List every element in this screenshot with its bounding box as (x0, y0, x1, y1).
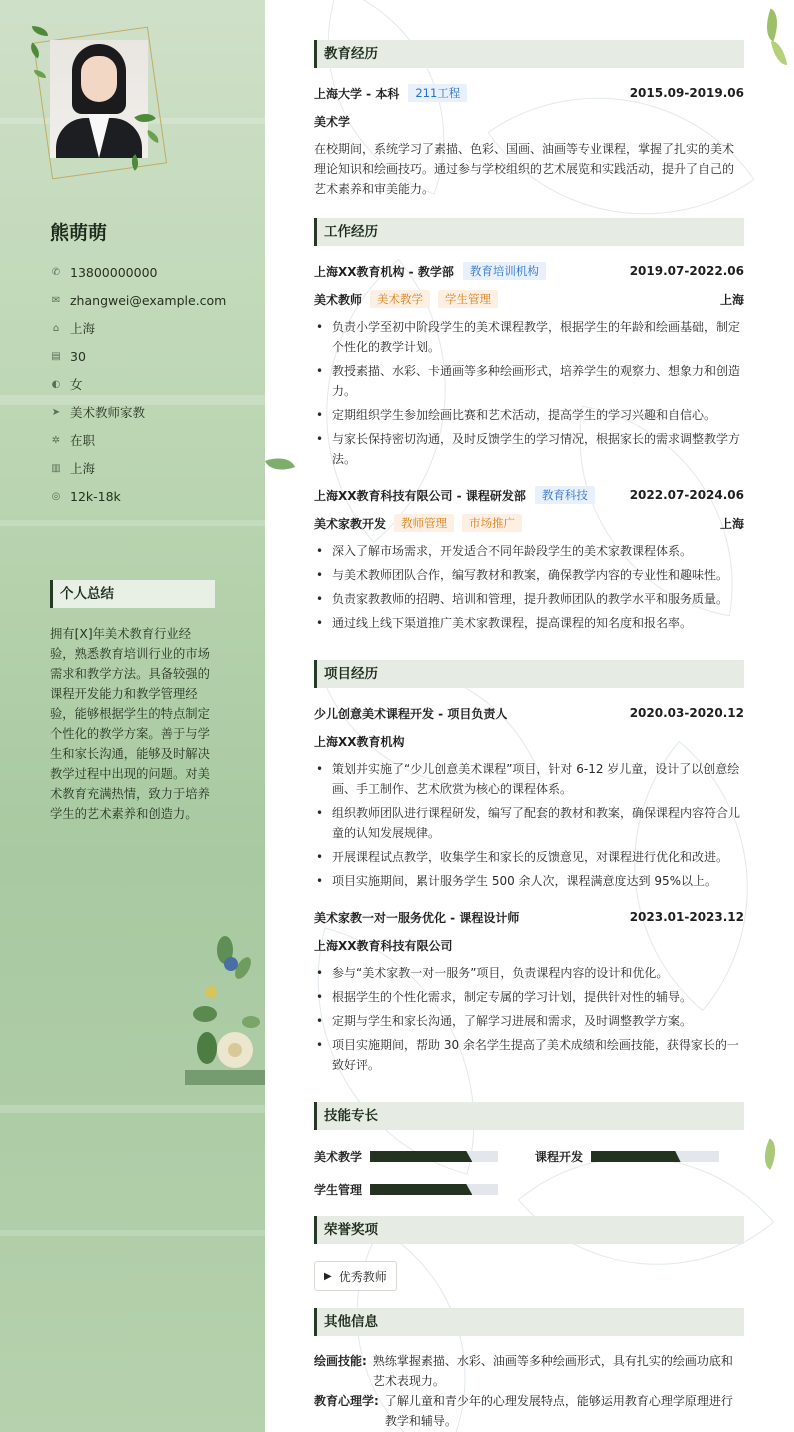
list-item: • 与家长保持密切沟通，及时反馈学生的学习情况，根据家长的需求调整教学方法。 (314, 429, 742, 469)
work-1-role: 美术教师 (314, 292, 363, 307)
send-icon: ➤ (51, 406, 61, 418)
work-title: 工作经历 (314, 218, 744, 246)
work-1-bullets (314, 317, 742, 473)
cake-icon: ▤ (51, 350, 61, 362)
project-1-org: 上海XX教育机构 (314, 734, 405, 749)
location-value: 上海 (70, 321, 96, 336)
honors-title: 荣誉奖项 (314, 1216, 744, 1244)
project-2-org-row (314, 935, 744, 955)
skill-bar (591, 1151, 719, 1162)
work-1-date: 2019.07-2022.06 (629, 264, 744, 278)
education-date: 2015.09-2019.06 (629, 86, 744, 100)
education-title: 教育经历 (314, 40, 744, 68)
job-target-value: 美术教师家教 (70, 405, 146, 420)
age-row (50, 342, 226, 370)
phone-value: 13800000000 (70, 264, 158, 280)
work-city-value: 上海 (70, 461, 96, 476)
skill-bar (370, 1151, 498, 1162)
location-row (50, 314, 226, 342)
other-item (314, 1391, 744, 1431)
project-1-bullets (314, 759, 742, 895)
project-2-header (314, 907, 744, 927)
list-item: • 组织教师团队进行课程研发，编写了配套的教材和教案，确保课程内容符合儿童的认知发展规律。 (314, 803, 742, 843)
contact-info (50, 258, 226, 510)
award-label: 优秀教师 (338, 1269, 387, 1284)
education-header (314, 83, 744, 103)
projects-title: 项目经历 (314, 660, 744, 688)
list-item: • 定期组织学生参加绘画比赛和艺术活动，提高学生的学习兴趣和自信心。 (314, 405, 742, 425)
email-value: zhangwei@example.com (70, 292, 227, 308)
salary-value: 12k-18k (70, 488, 121, 504)
other-label: 绘画技能: (314, 1354, 367, 1368)
project-2-date: 2023.01-2023.12 (629, 910, 744, 924)
status-value: 在职 (70, 433, 96, 448)
list-item: • 策划并实施了“少儿创意美术课程”项目，针对 6-12 岁儿童，设计了以创意绘画、手工制作、艺术欣赏为核心的课程体系。 (314, 759, 742, 799)
skill-bar-fill (370, 1151, 472, 1162)
candidate-name: 熊萌萌 (50, 222, 108, 244)
project-1-header (314, 703, 744, 723)
flower-decoration (185, 930, 265, 1085)
other-text: 熟练掌握素描、水彩、油画等多种绘画形式，具有扎实的绘画功底和艺术表现力。 (372, 1354, 733, 1388)
home-icon: ⌂ (52, 322, 60, 334)
work-2-role: 美术家教开发 (314, 516, 387, 531)
work-2-role-row (314, 513, 744, 533)
list-item: • 教授素描、水彩、卡通画等多种绘画形式，培养学生的观察力、想象力和创造力。 (314, 361, 742, 401)
mail-icon: ✉ (51, 294, 61, 306)
work-2-date: 2022.07-2024.06 (629, 488, 744, 502)
work-2-city: 上海 (719, 516, 744, 531)
salary-row (50, 482, 226, 510)
gender-icon: ◐ (51, 378, 61, 390)
job-target-row (50, 398, 226, 426)
work-2-skill-tag: 教师管理 (394, 514, 454, 532)
skill-name: 课程开发 (535, 1150, 584, 1164)
avatar (50, 40, 148, 158)
skill-bar-fill (591, 1151, 681, 1162)
status-icon: ✲ (51, 434, 61, 446)
list-item: • 定期与学生和家长沟通，了解学习进展和需求，及时调整教学方案。 (314, 1011, 742, 1031)
age-value: 30 (70, 348, 86, 364)
list-item: • 与美术教师团队合作，编写教材和教案，确保教学内容的专业性和趣味性。 (314, 565, 742, 585)
work-1-skill-tag: 学生管理 (438, 290, 498, 308)
list-item: • 负责小学至初中阶段学生的美术课程教学，根据学生的年龄和绘画基础，制定个性化的教学计划。 (314, 317, 742, 357)
gender-value: 女 (70, 377, 83, 392)
education-desc: 在校期间，系统学习了素描、色彩、国画、油画等专业课程，掌握了扎实的美术理论知识和绘画技巧。通过参与学校组织的艺术展览和实践活动，提升了自己的艺术素养和审美能力。 (314, 142, 735, 196)
email-row (50, 286, 226, 314)
other-label: 教育心理学: (314, 1394, 379, 1408)
work-1-company: 上海XX教育机构 - 教学部 (314, 264, 454, 279)
skill-bar-fill (370, 1184, 472, 1195)
work-1-tag: 教育培训机构 (463, 262, 546, 280)
list-item: • 开展课程试点教学，收集学生和家长的反馈意见，对课程进行优化和改进。 (314, 847, 742, 867)
skill-item (314, 1148, 498, 1165)
skills-title: 技能专长 (314, 1102, 744, 1130)
list-item: • 负责家教教师的招聘、培训和管理，提升教师团队的教学水平和服务质量。 (314, 589, 742, 609)
work-2-header (314, 485, 744, 505)
work-1-skill-tag: 美术教学 (370, 290, 430, 308)
list-item: • 项目实施期间，累计服务学生 500 余人次，课程满意度达到 95%以上。 (314, 871, 742, 891)
list-item: • 根据学生的个性化需求，制定专属的学习计划，提供针对性的辅导。 (314, 987, 742, 1007)
sidebar (0, 0, 265, 1432)
project-2-bullets (314, 963, 742, 1079)
skill-name: 学生管理 (314, 1183, 363, 1197)
gender-row (50, 370, 226, 398)
other-item (314, 1351, 744, 1391)
status-row (50, 426, 226, 454)
project-2-name: 美术家教一对一服务优化 - 课程设计师 (314, 910, 520, 925)
project-1-name: 少儿创意美术课程开发 - 项目负责人 (314, 706, 508, 721)
work-1-header (314, 261, 744, 281)
other-text: 了解儿童和青少年的心理发展特点，能够运用教育心理学原理进行教学和辅导。 (384, 1394, 733, 1428)
other-title: 其他信息 (314, 1308, 744, 1336)
skill-item (535, 1148, 719, 1165)
project-1-org-row (314, 731, 744, 751)
work-1-role-row (314, 289, 744, 309)
skill-bar (370, 1184, 498, 1195)
major-name: 美术学 (314, 114, 351, 129)
list-item: • 参与“美术家教一对一服务”项目，负责课程内容的设计和优化。 (314, 963, 742, 983)
award-badge (314, 1261, 397, 1291)
major-row (314, 111, 744, 131)
building-icon: ▥ (51, 462, 61, 474)
list-item: • 通过线上线下渠道推广美术家教课程，提高课程的知名度和报名率。 (314, 613, 742, 633)
work-2-skill-tag: 市场推广 (462, 514, 522, 532)
list-item: • 深入了解市场需求，开发适合不同年龄段学生的美术家教课程体系。 (314, 541, 742, 561)
school-name: 上海大学 - 本科 (314, 86, 400, 101)
phone-icon: ✆ (51, 266, 61, 278)
summary-text: 拥有[X]年美术教育行业经验，熟悉教育培训行业的市场需求和教学方法。具备较强的课程开发能力和教学管理经验，能够根据学生的特点制定个性化的教学方案。善于与学生和家长沟通，能够及时解决教学过程中出现的问题。对美术教育充满热情，致力于培养学生的艺术素养和创造力。 (50, 627, 210, 821)
play-icon: ▶ (324, 1270, 332, 1282)
school-tag: 211工程 (408, 84, 467, 102)
work-2-bullets (314, 541, 742, 637)
project-1-date: 2020.03-2020.12 (629, 706, 744, 720)
work-city-row (50, 454, 226, 482)
work-1-city: 上海 (719, 292, 744, 307)
skill-item (314, 1181, 498, 1198)
phone-row (50, 258, 226, 286)
project-2-org: 上海XX教育科技有限公司 (314, 938, 453, 953)
summary-title: 个人总结 (50, 580, 215, 608)
skill-name: 美术教学 (314, 1150, 363, 1164)
work-2-tag: 教育科技 (535, 486, 595, 504)
work-2-company: 上海XX教育科技有限公司 - 课程研发部 (314, 488, 526, 503)
salary-icon: ◎ (51, 490, 61, 502)
list-item: • 项目实施期间，帮助 30 余名学生提高了美术成绩和绘画技能，获得家长的一致好评。 (314, 1035, 742, 1075)
